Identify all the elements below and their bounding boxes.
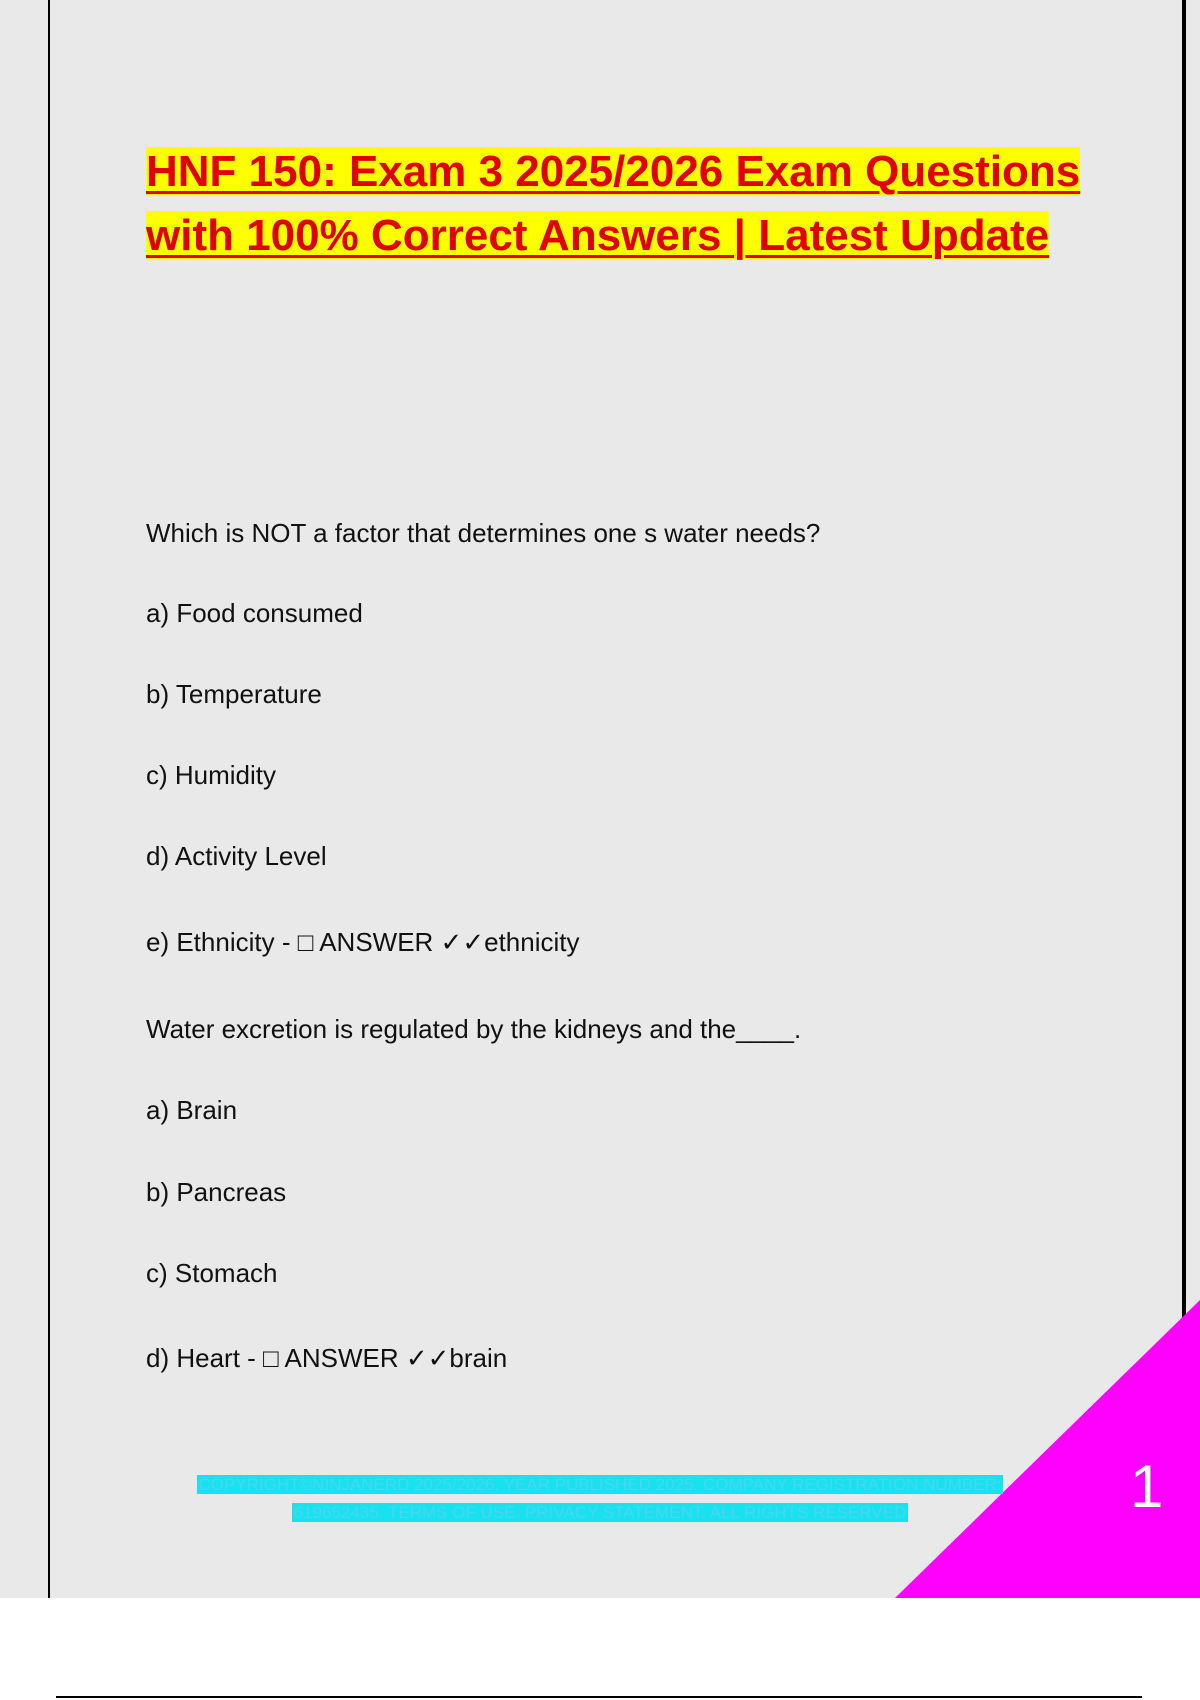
question-1-option-c: c) Humidity — [146, 760, 277, 790]
question-2-option-c: c) Stomach — [146, 1258, 278, 1288]
bottom-divider — [56, 1696, 1142, 1698]
copyright-text-1: COPYRIGHT©NINJANERD 2025/2026. YEAR PUBLISHED 2025. COMPANY REGISTRATION NUMBER: — [198, 1475, 1002, 1494]
question-2-option-b: b) Pancreas — [146, 1177, 287, 1207]
question-2-option-d-answer: d) Heart - □ ANSWER ✓✓brain — [146, 1343, 508, 1373]
question-1-prompt: Which is NOT a factor that determines one s water needs? — [146, 518, 821, 548]
question-1-option-a: a) Food consumed — [146, 598, 363, 628]
question-1-option-b: b) Temperature — [146, 679, 322, 709]
page-number: 1 — [1130, 1453, 1164, 1520]
left-border-line — [48, 0, 50, 1598]
corner-triangle-decoration — [895, 1300, 1200, 1598]
document-title — [146, 140, 1086, 268]
question-1-option-e-answer: e) Ethnicity - □ ANSWER ✓✓ethnicity — [146, 927, 580, 957]
copyright-text-2: 619652435. TERMS OF USE. PRIVACY STATEMENT. ALL RIGHTS RESERVED — [293, 1503, 907, 1522]
question-1-option-d: d) Activity Level — [146, 841, 327, 871]
title-text: HNF 150: Exam 3 2025/2026 Exam Questions with 100% Correct Answers | Latest Update — [146, 147, 1081, 260]
copyright-footer-line-1 — [0, 1473, 1200, 1497]
copyright-footer-line-2 — [0, 1501, 1200, 1525]
question-2-prompt: Water excretion is regulated by the kidneys and the____. — [146, 1014, 802, 1044]
question-2-option-a: a) Brain — [146, 1095, 238, 1125]
